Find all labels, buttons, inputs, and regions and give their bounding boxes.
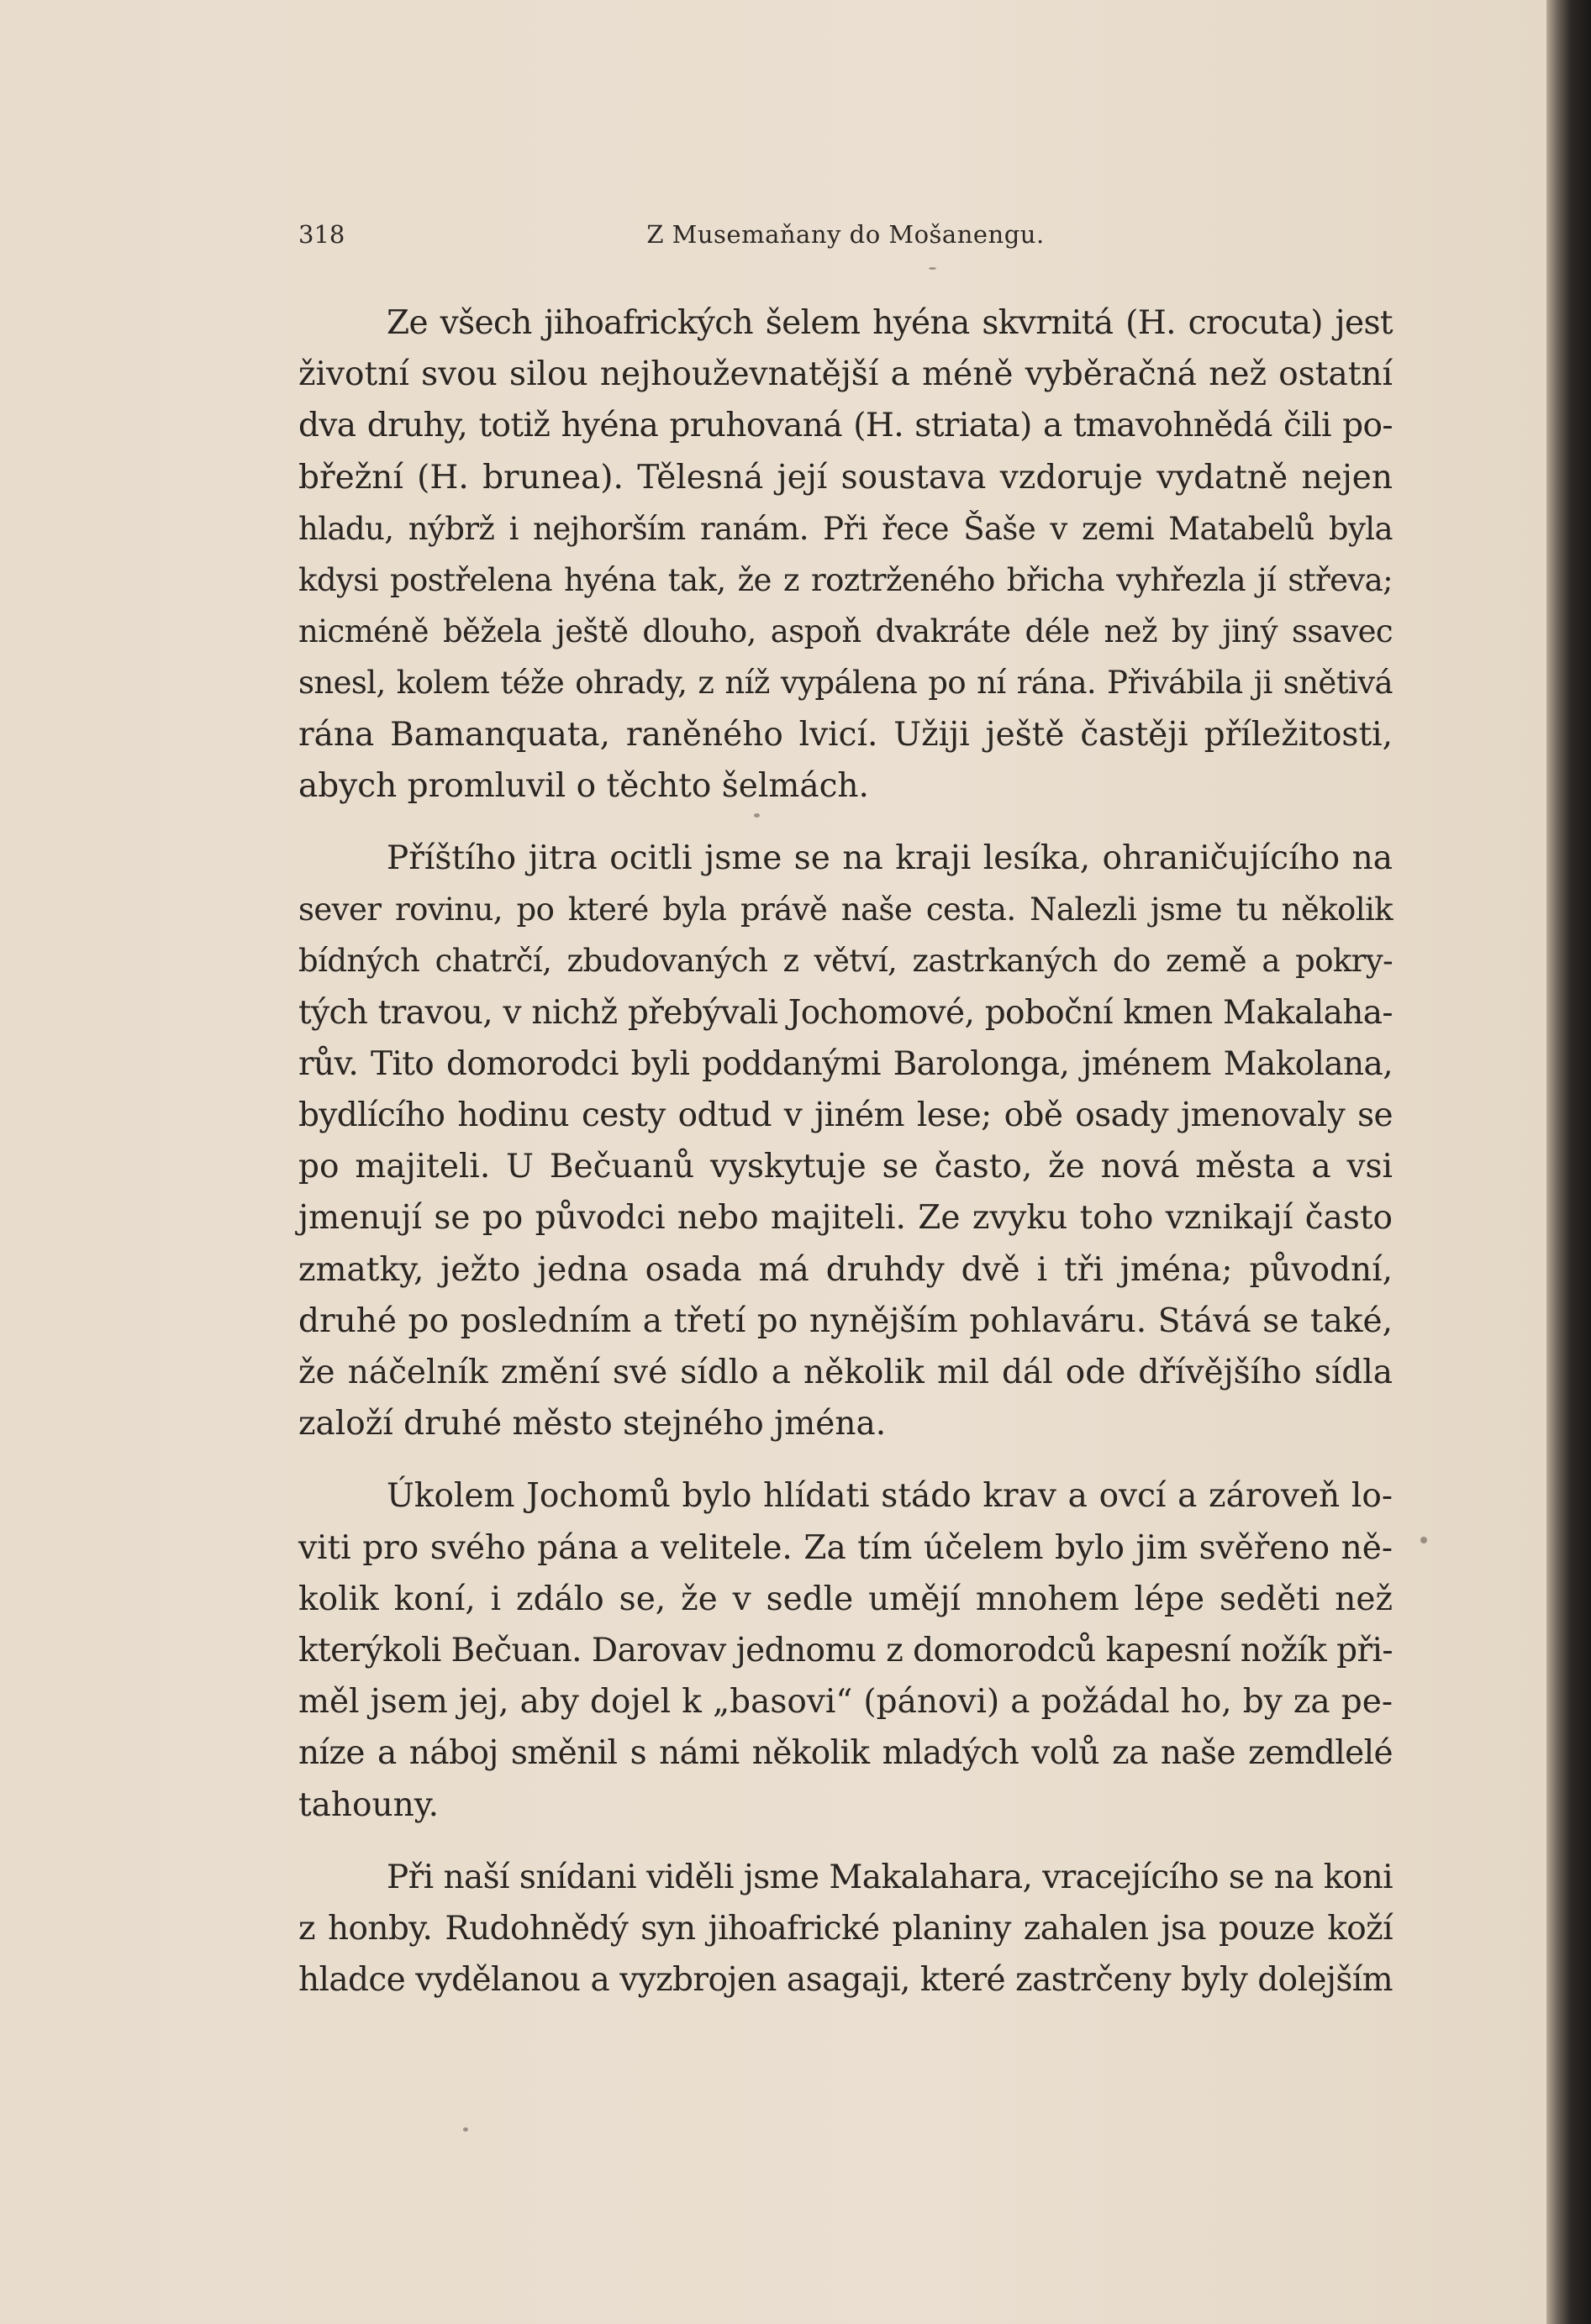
text-line: měl jsem jej, aby dojel k „basovi“ (pánovi) a požádal ho, by za pe- [298,1683,1393,1722]
paragraph-snidane [298,1852,1393,2006]
text-line: kdysi postřelena hyéna tak, že z roztrženého břicha vyhřezla jí střeva; [298,562,1393,599]
text-line: životní svou silou nejhouževnatější a méně vyběračná než ostatní [298,355,1393,394]
text-line: zmatky, ježto jedna osada má druhdy dvě i tři jména; původní, [298,1250,1393,1289]
text-line: druhé po posledním a třetí po nynějším pohlaváru. Stává se také, [298,1301,1393,1340]
text-line: Při naší snídani viděli jsme Makalahara, vracejícího se na koni [387,1858,1393,1896]
text-line: hladce vydělanou a vyzbrojen asagaji, které zastrčeny byly dolejším [298,1961,1393,2000]
text-line: tých travou, v nichž přebývali Jochomové, poboční kmen Makalaha- [298,993,1393,1032]
text-line: hladu, nýbrž i nejhorším ranám. Při řece Šaše v zemi Matabelů byla [298,510,1393,547]
text-line: Příštího jitra ocitli jsme se na kraji lesíka, ohraničujícího na [387,839,1393,878]
paragraph-hyena [298,297,1393,812]
body-text [298,297,1393,2027]
text-line: kterýkoli Bečuan. Darovav jednomu z domorodců kapesní nožík při- [298,1632,1393,1670]
text-line: nicméně běžela ještě dlouho, aspoň dvakráte déle než by jiný ssavec [298,613,1393,650]
text-line: níze a náboj směnil s námi několik mladých volů za naše zemdlelé [298,1734,1393,1773]
text-line: rův. Tito domorodci byli poddanými Barolonga, jménem Makolana, [298,1044,1393,1083]
text-line: že náčelník změní své sídlo a několik mil dál ode dřívějšího sídla [298,1354,1393,1392]
text-line: Ze všech jihoafrických šelem hyéna skvrnitá (H. crocuta) jest [387,304,1393,342]
paper-speck [463,2127,468,2132]
text-line: založí druhé město stejného jména. [298,1405,887,1443]
text-line: z honby. Rudohnědý syn jihoafrické planiny zahalen jsa pouze koží [298,1910,1393,1948]
text-line: kolik koní, i zdálo se, že v sedle umějí mnohem lépe seděti než [298,1580,1393,1618]
page-header [298,220,1393,254]
text-line: břežní (H. brunea). Tělesná její soustava vzdoruje vydatně nejen [298,458,1393,497]
text-line: sever rovinu, po které byla právě naše cesta. Nalezli jsme tu několik [298,891,1393,928]
text-line: abych promluvil o těchto šelmách. [298,766,869,805]
paper-speck [1420,1537,1427,1543]
text-line: viti pro svého pána a velitele. Za tím účelem bylo jim svěřeno ně- [298,1528,1393,1567]
paragraph-jochomove [298,833,1393,1449]
paragraph-ukolem [298,1470,1393,1830]
text-line: po majiteli. U Bečuanů vyskytuje se často, že nová města a vsi [298,1148,1393,1186]
text-line: snesl, kolem téže ohrady, z níž vypálena po ní rána. Přivábila ji snětivá [298,665,1393,702]
running-title: Z Musemaňany do Mošanengu. [646,220,1045,249]
paper-speck [754,813,760,818]
text-line: tahouny. [298,1785,440,1824]
book-spine-shadow [1546,0,1591,2324]
text-line: bídných chatrčí, zbudovaných z větví, zastrkaných do země a pokry- [298,943,1393,980]
paper-speck [929,267,936,270]
text-line: dva druhy, totiž hyéna pruhovaná (H. striata) a tmavohnědá čili po- [298,407,1393,445]
text-line: Úkolem Jochomů bylo hlídati stádo krav a ovcí a zároveň lo- [387,1477,1393,1516]
text-line: rána Bamanquata, raněného lvicí. Užiji ještě častěji příležitosti, [298,715,1393,754]
text-line: jmenují se po původci nebo majiteli. Ze zvyku toho vznikají často [298,1199,1393,1238]
text-line: bydlícího hodinu cesty odtud v jiném lese; obě osady jmenovaly se [298,1096,1393,1135]
page-number: 318 [298,220,345,249]
